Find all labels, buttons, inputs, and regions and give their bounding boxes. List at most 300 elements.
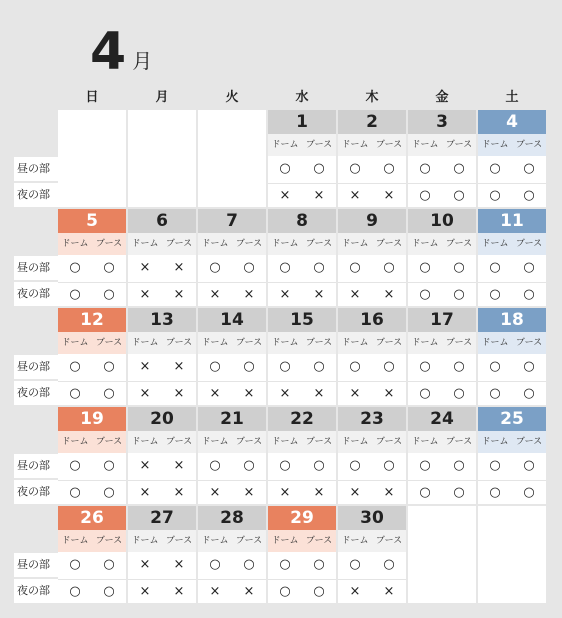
availability-day: [198, 355, 266, 379]
type-dome: ドーム: [411, 239, 439, 249]
availability-mark[interactable]: ○: [453, 287, 465, 302]
availability-mark[interactable]: ○: [103, 458, 115, 473]
day-cell[interactable]: [408, 110, 476, 207]
availability-day: [128, 256, 196, 280]
availability-mark[interactable]: ○: [103, 359, 115, 374]
type-labels: [198, 332, 266, 354]
weekday-label: 土: [505, 90, 519, 105]
type-booth: ブース: [515, 437, 543, 447]
availability-day: [338, 256, 406, 280]
availability-mark[interactable]: ○: [453, 188, 465, 203]
availability-night: [408, 183, 476, 208]
date-number: 19: [58, 407, 126, 431]
type-labels: [478, 431, 546, 453]
availability-night: [268, 183, 336, 208]
month-header: [90, 14, 153, 82]
type-labels: [338, 530, 406, 552]
availability-day: [478, 454, 546, 478]
availability-mark[interactable]: ○: [313, 359, 325, 374]
availability-mark[interactable]: ×: [313, 188, 325, 203]
availability-night: [268, 480, 336, 505]
availability-mark[interactable]: ○: [103, 557, 115, 572]
type-labels: [58, 530, 126, 552]
availability-night: [478, 480, 546, 505]
day-cell[interactable]: [268, 110, 336, 207]
availability-mark[interactable]: ○: [383, 359, 395, 374]
availability-mark[interactable]: ×: [383, 584, 395, 599]
type-labels: [338, 431, 406, 453]
availability-night: [268, 282, 336, 307]
availability-day: [58, 355, 126, 379]
availability-mark[interactable]: ○: [279, 161, 291, 176]
availability-mark[interactable]: ×: [173, 287, 185, 302]
day-cell[interactable]: [58, 407, 126, 504]
availability-mark[interactable]: ○: [453, 260, 465, 275]
availability-day: [58, 454, 126, 478]
availability-mark[interactable]: ×: [313, 485, 325, 500]
availability-mark[interactable]: ○: [349, 557, 361, 572]
availability-mark[interactable]: ○: [453, 386, 465, 401]
availability-mark[interactable]: ○: [69, 386, 81, 401]
availability-mark[interactable]: ×: [139, 287, 151, 302]
availability-mark[interactable]: ○: [419, 485, 431, 500]
availability-mark[interactable]: ○: [243, 458, 255, 473]
availability-mark[interactable]: ○: [523, 188, 535, 203]
type-booth: ブース: [235, 338, 263, 348]
availability-mark[interactable]: ×: [243, 386, 255, 401]
day-cell[interactable]: [268, 308, 336, 405]
availability-mark[interactable]: ○: [523, 287, 535, 302]
availability-day: [268, 157, 336, 181]
availability-day: [198, 553, 266, 577]
empty-cell: [408, 506, 476, 603]
day-cell[interactable]: [128, 506, 196, 603]
type-dome: ドーム: [481, 338, 509, 348]
availability-mark[interactable]: ○: [453, 161, 465, 176]
type-booth: ブース: [515, 140, 543, 150]
availability-mark[interactable]: ○: [383, 557, 395, 572]
availability-mark[interactable]: ×: [349, 287, 361, 302]
day-cell[interactable]: [58, 506, 126, 603]
type-labels: [268, 134, 336, 156]
availability-mark[interactable]: ×: [139, 485, 151, 500]
availability-mark[interactable]: ○: [349, 260, 361, 275]
availability-mark[interactable]: ×: [383, 188, 395, 203]
day-cell[interactable]: [198, 308, 266, 405]
availability-mark[interactable]: ×: [243, 485, 255, 500]
type-labels: [128, 332, 196, 354]
date-number: 24: [408, 407, 476, 431]
availability-mark[interactable]: ×: [349, 485, 361, 500]
type-dome: ドーム: [271, 536, 299, 546]
type-booth: ブース: [95, 536, 123, 546]
type-labels: [268, 332, 336, 354]
availability-mark[interactable]: ○: [523, 386, 535, 401]
day-cell[interactable]: [128, 308, 196, 405]
date-number: 2: [338, 110, 406, 134]
type-dome: ドーム: [341, 437, 369, 447]
type-labels: [478, 332, 546, 354]
availability-day: [408, 256, 476, 280]
availability-mark[interactable]: ○: [489, 188, 501, 203]
empty-cell: [198, 110, 266, 207]
type-dome: ドーム: [481, 239, 509, 249]
type-labels: [268, 530, 336, 552]
availability-mark[interactable]: ×: [383, 485, 395, 500]
availability-night: [128, 282, 196, 307]
type-booth: ブース: [165, 338, 193, 348]
availability-mark[interactable]: ○: [419, 287, 431, 302]
date-number: 17: [408, 308, 476, 332]
availability-mark[interactable]: ○: [453, 359, 465, 374]
availability-night: [268, 579, 336, 604]
day-cell[interactable]: [268, 506, 336, 603]
day-cell[interactable]: [478, 209, 546, 306]
availability-mark[interactable]: ○: [69, 260, 81, 275]
day-cell[interactable]: [268, 209, 336, 306]
day-cell[interactable]: [198, 506, 266, 603]
availability-mark[interactable]: ○: [523, 359, 535, 374]
availability-day: [478, 355, 546, 379]
date-number: 12: [58, 308, 126, 332]
type-labels: [198, 530, 266, 552]
date-number: 18: [478, 308, 546, 332]
type-booth: ブース: [305, 239, 333, 249]
availability-mark[interactable]: ○: [279, 557, 291, 572]
availability-mark[interactable]: ○: [279, 584, 291, 599]
date-number: 29: [268, 506, 336, 530]
availability-mark[interactable]: ○: [103, 386, 115, 401]
availability-mark[interactable]: ○: [419, 188, 431, 203]
availability-night: [478, 183, 546, 208]
availability-mark[interactable]: ○: [489, 386, 501, 401]
day-cell[interactable]: [128, 407, 196, 504]
type-booth: ブース: [95, 437, 123, 447]
availability-mark[interactable]: ×: [349, 386, 361, 401]
day-cell[interactable]: [338, 407, 406, 504]
availability-mark[interactable]: ○: [243, 557, 255, 572]
availability-mark[interactable]: ○: [523, 260, 535, 275]
availability-day: [408, 157, 476, 181]
type-booth: ブース: [305, 437, 333, 447]
date-number: 14: [198, 308, 266, 332]
type-labels: [408, 332, 476, 354]
date-number: 28: [198, 506, 266, 530]
day-cell[interactable]: [198, 209, 266, 306]
date-number: 1: [268, 110, 336, 134]
availability-mark[interactable]: ○: [349, 359, 361, 374]
availability-mark[interactable]: ×: [383, 386, 395, 401]
availability-day: [268, 553, 336, 577]
availability-mark[interactable]: ○: [489, 359, 501, 374]
availability-mark[interactable]: ×: [139, 386, 151, 401]
type-booth: ブース: [165, 239, 193, 249]
availability-mark[interactable]: ○: [69, 359, 81, 374]
availability-day: [478, 157, 546, 181]
availability-mark[interactable]: ×: [279, 287, 291, 302]
availability-day: [338, 553, 406, 577]
type-dome: ドーム: [201, 536, 229, 546]
empty-cell: [128, 110, 196, 207]
availability-mark[interactable]: ×: [209, 485, 221, 500]
availability-mark[interactable]: ×: [173, 485, 185, 500]
empty-cell: [58, 110, 126, 207]
availability-mark[interactable]: ○: [523, 161, 535, 176]
availability-day: [128, 553, 196, 577]
date-number: 5: [58, 209, 126, 233]
availability-night: [58, 381, 126, 406]
type-labels: [128, 431, 196, 453]
type-dome: ドーム: [131, 338, 159, 348]
availability-mark[interactable]: ×: [173, 359, 185, 374]
availability-mark[interactable]: ×: [173, 386, 185, 401]
day-cell[interactable]: [198, 407, 266, 504]
day-cell[interactable]: [478, 407, 546, 504]
availability-mark[interactable]: ×: [279, 386, 291, 401]
availability-mark[interactable]: ○: [243, 260, 255, 275]
type-booth: ブース: [515, 338, 543, 348]
availability-mark[interactable]: ○: [69, 458, 81, 473]
availability-mark[interactable]: ○: [103, 485, 115, 500]
availability-mark[interactable]: ○: [489, 485, 501, 500]
availability-mark[interactable]: ×: [349, 188, 361, 203]
day-cell[interactable]: [408, 308, 476, 405]
day-cell[interactable]: [268, 407, 336, 504]
type-booth: ブース: [375, 437, 403, 447]
availability-night: [478, 381, 546, 406]
availability-mark[interactable]: ○: [69, 485, 81, 500]
type-dome: ドーム: [61, 239, 89, 249]
availability-mark[interactable]: ○: [523, 458, 535, 473]
availability-day: [268, 355, 336, 379]
availability-mark[interactable]: ○: [313, 557, 325, 572]
availability-night: [58, 282, 126, 307]
availability-mark[interactable]: ○: [209, 359, 221, 374]
type-booth: ブース: [375, 140, 403, 150]
row-label-day: 昼の部: [14, 454, 58, 478]
availability-mark[interactable]: ○: [383, 458, 395, 473]
day-cell[interactable]: [58, 308, 126, 405]
day-cell[interactable]: [408, 407, 476, 504]
weekday-header-row: [58, 86, 548, 104]
availability-mark[interactable]: ○: [313, 260, 325, 275]
availability-mark[interactable]: ×: [139, 458, 151, 473]
type-dome: ドーム: [271, 437, 299, 447]
availability-night: [198, 282, 266, 307]
day-cell[interactable]: [58, 209, 126, 306]
type-dome: ドーム: [411, 140, 439, 150]
availability-mark[interactable]: ×: [173, 260, 185, 275]
type-booth: ブース: [235, 536, 263, 546]
availability-mark[interactable]: ×: [139, 557, 151, 572]
availability-mark[interactable]: ○: [419, 458, 431, 473]
type-dome: ドーム: [411, 437, 439, 447]
availability-night: [338, 381, 406, 406]
type-dome: ドーム: [61, 338, 89, 348]
row-label-night: 夜の部: [14, 381, 58, 405]
availability-mark[interactable]: ×: [243, 287, 255, 302]
type-booth: ブース: [445, 437, 473, 447]
availability-day: [338, 355, 406, 379]
row-label-day: 昼の部: [14, 157, 58, 181]
availability-day: [268, 256, 336, 280]
type-booth: ブース: [375, 536, 403, 546]
availability-mark[interactable]: ○: [419, 260, 431, 275]
date-number: 7: [198, 209, 266, 233]
weekday-label: 火: [225, 90, 239, 105]
availability-mark[interactable]: ○: [313, 458, 325, 473]
type-labels: [268, 431, 336, 453]
month-suffix: 月: [132, 49, 153, 73]
availability-mark[interactable]: ×: [173, 458, 185, 473]
availability-night: [338, 183, 406, 208]
availability-mark[interactable]: ×: [139, 260, 151, 275]
empty-cell: [478, 506, 546, 603]
availability-mark[interactable]: ×: [139, 359, 151, 374]
availability-mark[interactable]: ○: [313, 161, 325, 176]
day-cell[interactable]: [338, 110, 406, 207]
availability-mark[interactable]: ○: [209, 458, 221, 473]
availability-day: [408, 454, 476, 478]
date-number: 10: [408, 209, 476, 233]
weekday-label: 日: [85, 90, 99, 105]
availability-night: [128, 381, 196, 406]
availability-night: [338, 480, 406, 505]
availability-mark[interactable]: ×: [209, 386, 221, 401]
availability-mark[interactable]: ○: [523, 485, 535, 500]
availability-mark[interactable]: ○: [453, 458, 465, 473]
availability-night: [128, 480, 196, 505]
availability-night: [198, 381, 266, 406]
availability-mark[interactable]: ○: [279, 359, 291, 374]
availability-day: [338, 157, 406, 181]
type-booth: ブース: [375, 239, 403, 249]
availability-mark[interactable]: ○: [383, 260, 395, 275]
availability-mark[interactable]: ○: [489, 260, 501, 275]
availability-mark[interactable]: ×: [173, 557, 185, 572]
row-label-day: 昼の部: [14, 256, 58, 280]
availability-night: [338, 579, 406, 604]
availability-mark[interactable]: ×: [173, 584, 185, 599]
type-booth: ブース: [305, 338, 333, 348]
date-number: 16: [338, 308, 406, 332]
day-cell[interactable]: [128, 209, 196, 306]
type-dome: ドーム: [341, 140, 369, 150]
day-cell[interactable]: [338, 209, 406, 306]
availability-mark[interactable]: ○: [349, 161, 361, 176]
availability-mark[interactable]: ○: [279, 458, 291, 473]
type-booth: ブース: [95, 239, 123, 249]
day-cell[interactable]: [478, 110, 546, 207]
row-label-night: 夜の部: [14, 183, 58, 207]
type-labels: [408, 431, 476, 453]
day-cell[interactable]: [408, 209, 476, 306]
row-label-night: 夜の部: [14, 480, 58, 504]
type-booth: ブース: [445, 338, 473, 348]
availability-mark[interactable]: ○: [419, 359, 431, 374]
date-number: 15: [268, 308, 336, 332]
availability-mark[interactable]: ○: [313, 584, 325, 599]
type-dome: ドーム: [341, 536, 369, 546]
availability-day: [478, 256, 546, 280]
type-dome: ドーム: [481, 437, 509, 447]
availability-mark[interactable]: ○: [69, 287, 81, 302]
row-label-night: 夜の部: [14, 282, 58, 306]
availability-mark[interactable]: ○: [489, 161, 501, 176]
availability-mark[interactable]: ×: [243, 584, 255, 599]
availability-mark[interactable]: ×: [313, 386, 325, 401]
availability-mark[interactable]: ○: [243, 359, 255, 374]
date-number: 3: [408, 110, 476, 134]
availability-mark[interactable]: ○: [279, 260, 291, 275]
type-dome: ドーム: [201, 437, 229, 447]
availability-mark[interactable]: ○: [69, 584, 81, 599]
availability-mark[interactable]: ×: [279, 485, 291, 500]
availability-day: [128, 355, 196, 379]
type-labels: [478, 233, 546, 255]
day-cell[interactable]: [338, 308, 406, 405]
type-labels: [128, 233, 196, 255]
availability-night: [128, 579, 196, 604]
availability-mark[interactable]: ○: [103, 260, 115, 275]
type-dome: ドーム: [131, 437, 159, 447]
type-labels: [338, 332, 406, 354]
type-dome: ドーム: [411, 338, 439, 348]
availability-mark[interactable]: ○: [489, 458, 501, 473]
weekday-label: 金: [435, 90, 449, 105]
availability-day: [408, 355, 476, 379]
availability-mark[interactable]: ×: [383, 287, 395, 302]
availability-day: [198, 454, 266, 478]
availability-mark[interactable]: ○: [349, 458, 361, 473]
availability-mark[interactable]: ○: [453, 485, 465, 500]
type-booth: ブース: [235, 437, 263, 447]
availability-mark[interactable]: ×: [209, 584, 221, 599]
availability-mark[interactable]: ×: [279, 188, 291, 203]
availability-mark[interactable]: ○: [209, 557, 221, 572]
availability-mark[interactable]: ○: [383, 161, 395, 176]
availability-mark[interactable]: ×: [349, 584, 361, 599]
availability-mark[interactable]: ○: [69, 557, 81, 572]
availability-night: [268, 381, 336, 406]
date-number: 4: [478, 110, 546, 134]
day-cell[interactable]: [338, 506, 406, 603]
availability-mark[interactable]: ×: [313, 287, 325, 302]
availability-mark[interactable]: ×: [209, 287, 221, 302]
type-labels: [58, 431, 126, 453]
availability-mark[interactable]: ○: [489, 287, 501, 302]
day-cell[interactable]: [478, 308, 546, 405]
type-booth: ブース: [515, 239, 543, 249]
availability-mark[interactable]: ○: [419, 161, 431, 176]
availability-day: [198, 256, 266, 280]
type-labels: [268, 233, 336, 255]
availability-night: [408, 381, 476, 406]
type-dome: ドーム: [481, 140, 509, 150]
type-dome: ドーム: [341, 338, 369, 348]
availability-mark[interactable]: ○: [419, 386, 431, 401]
availability-mark[interactable]: ○: [103, 287, 115, 302]
availability-mark[interactable]: ×: [139, 584, 151, 599]
date-number: 11: [478, 209, 546, 233]
date-number: 8: [268, 209, 336, 233]
type-dome: ドーム: [201, 338, 229, 348]
type-booth: ブース: [95, 338, 123, 348]
availability-mark[interactable]: ○: [209, 260, 221, 275]
type-booth: ブース: [305, 140, 333, 150]
availability-mark[interactable]: ○: [103, 584, 115, 599]
availability-night: [408, 480, 476, 505]
